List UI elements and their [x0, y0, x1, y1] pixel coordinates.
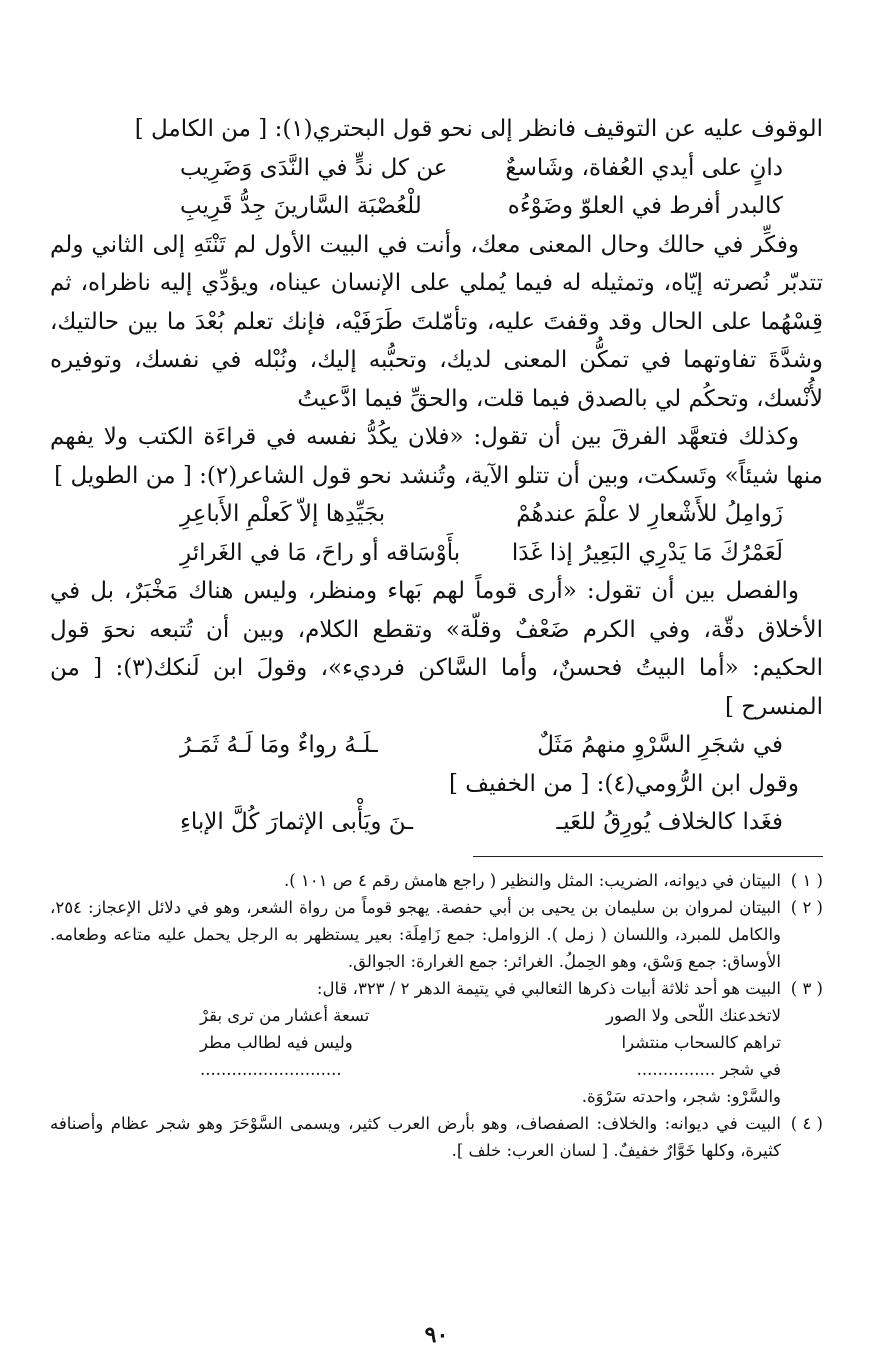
footnote-number: ( ٤ ) [790, 1113, 823, 1133]
paragraph-5: وقول ابن الرُّومي(٤): [ من الخفيف ] [448, 770, 799, 797]
footnote-verse-second: ........................... [200, 1059, 342, 1079]
footnote-verse-first: لاتخدعنك اللّحى ولا الصور [605, 1005, 781, 1025]
verse-first-hemistich: في شجَرِ السَّرْوِ منهمُ مَثَلٌ [537, 732, 783, 758]
footnote-verse-second: تسعة أعشار من ترى بقرْ [200, 1005, 370, 1025]
paragraph-4: والفصل بين أن تقول: «أرى قوماً لهم بَهاء ومنظر، وليس هناك مَخْبَرٌ، بل في الأخلاق دقّة، وفي الكرم ضَعْفٌ وقلّة» وتقطع الكلام، وبين أن تُتبعه نحوَ قول الحكيم: «أما البيتُ فحسنٌ، وأما السَّاكن فرديء»، وقولَ ابن لَنكك(٣): [ من المنسرح ] [50, 578, 823, 720]
verse-line [50, 187, 823, 226]
footnote [50, 867, 823, 894]
paragraph-3: وكذلك فتعهَّد الفرقَ بين أن تقول: «فلان يكُدُّ نفسه في قراءَة الكتب ولا يفهم منها شيئاً» وتَسكت، وبين أن تتلو الآية، وتُنشد نحو قول الشاعر(٢): [ من الطويل ] [50, 424, 823, 489]
footnote [50, 894, 823, 975]
paragraph-1: الوقوف عليه عن التوقيف فانظر إلى نحو قول البحتري(١): [ من الكامل ] [134, 116, 823, 142]
footnote [50, 1110, 823, 1164]
footnote-text: البيتان في ديوانه، الضريب: المثل والنظير ( راجع هامش رقم ٤ ص ١٠١ ). [283, 870, 781, 890]
footnote-text: والسَّرْو: شجر، واحدته سَرْوَة. [581, 1086, 781, 1106]
verse-first-hemistich: لَعَمْرُكَ مَا يَدْرِي البَعِيرُ إذا غَدَا [511, 539, 783, 566]
footnote-verse-first: في شجر ............... [636, 1059, 781, 1079]
footnote-verse [50, 1002, 781, 1029]
verse-first-hemistich: دانٍ على أيدي العُفاة، وشَاسعٌ [505, 154, 783, 181]
verse-second-hemistich: بجَيِّدِها إلاّ كَعلْمِ الأَباعِرِ [180, 501, 386, 527]
page-number: ٩٠ [424, 1322, 449, 1348]
verse-first-hemistich: زَوامِلُ للأَشْعارِ لا علْمَ عندهُمْ [516, 501, 783, 527]
footnote-number: ( ١ ) [790, 870, 823, 890]
footnote-text: البيتان لمروان بن سليمان بن يحيى بن أبي حفصة. يهجو قوماً من رواة الشعر، وهو في دلائل الإعجاز: ٢٥٤، والكامل للمبرد، واللسان ( زمل ). الزوامل: جمع زَامِلَة: بعير يستظهر به الرجل يحمل عليه متاعه وطعامه. الأوساق: جمع وَسْق، وهو الحِملُ. الغرائر: جمع الغرارة: الجوالق. [50, 897, 781, 971]
verse-line [50, 495, 823, 534]
verse-line [50, 803, 823, 842]
paragraph-2: وفكِّر في حالك وحال المعنى معك، وأنت في البيت الأول لم تَنْتَهِ إلى الثاني ولم تتدبّر نُصرته إيّاه، وتمثيله له فيما يُملي على الإنسان عيناه، ويؤدِّي إليه ناظراه، ثم قِسْهُما على الحال وقد وقفتَ عليه، وتأمّلتَ طَرَفَيْه، فإنك تعلم بُعْدَ ما بين حالتيك، وشدَّةَ تفاوتهما في تمكُّن المعنى لديك، وتحبُّبه إليك، ونُبْله في نفسك، وتوفيره لأُنْسك، وتحكُم لي بالصدق فيما قلت، والحقِّ فيما ادَّعيتُ [50, 231, 823, 412]
footnote-verse-first: تراهم كالسحاب منتشرا [621, 1032, 781, 1052]
main-text [50, 110, 823, 842]
footnote-number: ( ٣ ) [790, 978, 823, 998]
verse-line [50, 726, 823, 765]
footnote [50, 975, 823, 1110]
verse-second-hemistich: ـنَ ويَأْبى الإثمارَ كُلَّ الإباءِ [180, 809, 413, 835]
verse-line [50, 534, 823, 573]
verse-first-hemistich: كالبدر أفرط في العلوّ وضَوْءُه [507, 193, 783, 219]
footnote-separator [473, 856, 823, 857]
footnote-text: البيت هو أحد ثلاثة أبيات ذكرها الثعالبي في يتيمة الدهر ٢ / ٣٢٣، قال: [316, 978, 781, 998]
footnote-verse-second: وليس فيه لطالب مطر [200, 1032, 353, 1052]
verse-line [50, 149, 823, 188]
verse-second-hemistich: ـلَـهُ رواءٌ ومَا لَـهُ ثَمَـرُ [180, 732, 378, 758]
footnote-verse [50, 1029, 781, 1056]
footnote-verse [50, 1056, 781, 1083]
verse-second-hemistich: عن كل ندٍّ في النَّدَى وَضَرِيب [180, 154, 448, 181]
verse-second-hemistich: بأَوْسَاقه أو راحَ، مَا في الغَرائرِ [180, 539, 461, 566]
verse-first-hemistich: فغَدا كالخلاف يُورِقُ للعَيـ [556, 809, 783, 835]
verse-second-hemistich: للْعُصْبَة السَّارينَ جِدُّ قَرِيبِ [180, 193, 422, 219]
footnote-text: البيت في ديوانه: والخلاف: الصفصاف، وهو بأرض العرب كثير، ويسمى السَّوْحَرَ وهو شجر عظام وأصنافه كثيرة، وكلها خَوَّارٌ خفيفٌ. [ لسان العرب: خلف ]. [50, 1113, 781, 1160]
footnotes [50, 867, 823, 1164]
footnote-number: ( ٢ ) [790, 897, 823, 917]
